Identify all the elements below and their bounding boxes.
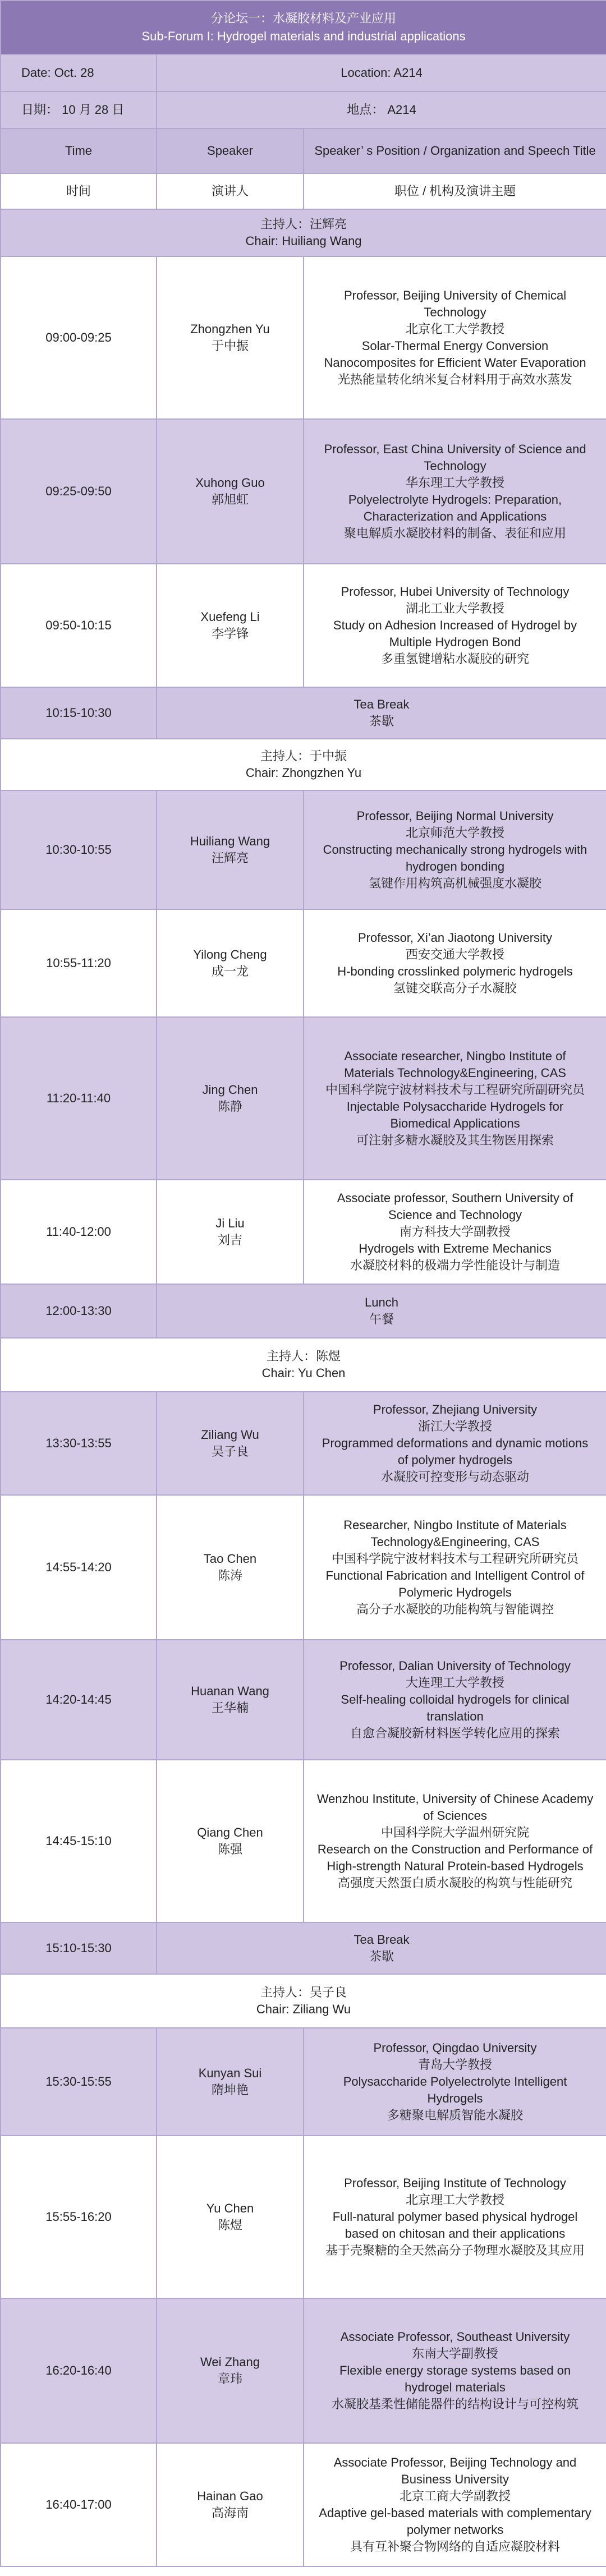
talk-description	[304, 2028, 606, 2136]
talk-description-line: Professor, Beijing Institute of Technology	[344, 2176, 566, 2190]
break-time: 12:00-13:30	[1, 1284, 157, 1338]
talk-description-line: 中国科学院宁波材料技术与工程研究所副研究员	[325, 1083, 585, 1097]
talk-description-line: Solar-Thermal Energy Conversion	[361, 339, 549, 353]
talk-description-line: hydrogel materials	[405, 2380, 506, 2394]
chair-name-zh: 主持人：吴子良	[260, 1985, 347, 1999]
speaker-name-en: Xuhong Guo	[195, 476, 265, 490]
talk-description-line: 大连理工大学教授	[406, 1676, 505, 1690]
talk-description-line: 多糖聚电解质智能水凝胶	[387, 2108, 524, 2122]
talk-description-line: 具有互补聚合物网络的自适应凝胶材料	[350, 2540, 561, 2554]
talk-description-line: Functional Fabrication and Intelligent Control of	[325, 1568, 585, 1583]
talk-description-line: based on chitosan and their applications	[345, 2227, 566, 2241]
talk-speaker	[157, 2136, 304, 2298]
talk-description-line: Polyelectrolyte Hydrogels: Preparation,	[348, 493, 562, 507]
talk-description-line: 水凝胶可控变形与动态驱动	[381, 1470, 530, 1484]
talk-description-line: Professor, Qingdao University	[373, 2041, 537, 2055]
talk-description-line: 东南大学副教授	[412, 2347, 499, 2361]
col-speaker-en: Speaker	[157, 128, 304, 173]
talk-description-line: 北京理工大学教授	[406, 2193, 505, 2207]
talk-speaker	[157, 909, 304, 1017]
talk-description-line: Professor, Beijing Normal University	[356, 809, 554, 823]
talk-description-line: Professor, Dalian University of Technology	[339, 1659, 571, 1673]
talk-description-line: Professor, East China University of Science and	[324, 442, 586, 456]
talk-speaker	[157, 1392, 304, 1495]
break-label-en: Lunch	[365, 1295, 398, 1309]
speaker-name-zh: 章玮	[217, 2372, 242, 2386]
talk-speaker	[157, 1760, 304, 1922]
talk-time: 09:00-09:25	[1, 256, 157, 419]
talk-time: 13:30-13:55	[1, 1392, 157, 1495]
talk-description-line: 可注射多糖水凝胶及其生物医用探索	[356, 1133, 554, 1147]
talk-description-line: Research on the Construction and Performance of	[317, 1842, 593, 1856]
talk-time: 16:20-16:40	[1, 2298, 157, 2443]
break-time: 10:15-10:30	[1, 687, 157, 739]
talk-description-line: Technology&Engineering, CAS	[370, 1535, 540, 1549]
talk-description	[304, 564, 606, 687]
talk-row	[1, 2298, 606, 2443]
chair-name-en: Chair: Zhongzhen Yu	[245, 766, 362, 780]
talk-row	[1, 2028, 606, 2136]
break-label-zh: 茶歇	[369, 714, 394, 728]
talk-description-line: 氢键作用构筑高机械强度水凝胶	[369, 876, 542, 890]
talk-description-line: H-bonding crosslinked polymeric hydrogels	[337, 964, 573, 978]
talk-time: 14:55-14:20	[1, 1495, 157, 1640]
talk-description-line: Self-healing colloidal hydrogels for clinical	[341, 1692, 570, 1706]
talk-description-line: Associate Professor, Beijing Technology and	[333, 2455, 577, 2469]
chair-row	[1, 209, 606, 256]
talk-time: 09:25-09:50	[1, 419, 157, 564]
chair-name-en: Chair: Ziliang Wu	[256, 2002, 351, 2016]
talk-row	[1, 1017, 606, 1180]
speaker-name-zh: 吴子良	[211, 1445, 249, 1459]
speaker-name-en: Hainan Gao	[197, 2489, 263, 2503]
talk-row	[1, 1760, 606, 1922]
talk-description-line: translation	[426, 1709, 484, 1723]
talk-description-line: Polysaccharide Polyelectrolyte Intelligent	[343, 2074, 567, 2089]
talk-description-line: Hydrogels	[427, 2091, 483, 2105]
break-row	[1, 1284, 606, 1338]
talk-time: 11:40-12:00	[1, 1180, 157, 1284]
talk-description-line: 西安交通大学教授	[406, 947, 505, 962]
talk-time: 10:30-10:55	[1, 790, 157, 909]
talk-speaker	[157, 419, 304, 564]
speaker-name-en: Zhongzhen Yu	[190, 322, 270, 336]
speaker-name-zh: 于中振	[211, 339, 249, 353]
talk-speaker	[157, 1180, 304, 1284]
talk-description	[304, 790, 606, 909]
talk-time: 16:40-17:00	[1, 2443, 157, 2566]
talk-description	[304, 1640, 606, 1760]
break-label-en: Tea Break	[354, 1933, 410, 1947]
talk-description	[304, 2298, 606, 2443]
speaker-name-zh: 郭旭虹	[211, 493, 249, 507]
speaker-name-en: Kunyan Sui	[198, 2066, 262, 2080]
talk-speaker	[157, 564, 304, 687]
talk-description-line: Science and Technology	[388, 1208, 522, 1222]
talk-speaker	[157, 2028, 304, 2136]
date-zh: 日期： 10 月 28 日	[1, 91, 157, 128]
talk-speaker	[157, 1640, 304, 1760]
talk-row	[1, 1495, 606, 1640]
talk-time: 14:45-15:10	[1, 1760, 157, 1922]
break-label-zh: 午餐	[369, 1312, 394, 1326]
talk-description-line: Technology	[424, 459, 486, 473]
speaker-name-en: Qiang Chen	[197, 1825, 263, 1839]
talk-description-line: 高强度天然蛋白质水凝胶的构筑与性能研究	[338, 1876, 573, 1890]
talk-time: 11:20-11:40	[1, 1017, 157, 1180]
talk-description-line: Wenzhou Institute, University of Chinese Academy	[316, 1792, 594, 1806]
talk-description-line: 高分子水凝胶的功能构筑与智能调控	[356, 1602, 554, 1616]
chair-cell	[1, 739, 606, 790]
talk-speaker	[157, 2443, 304, 2566]
speaker-name-zh: 成一龙	[211, 964, 249, 978]
talk-description-line: Professor, Xi’an Jiaotong University	[357, 931, 553, 945]
speaker-name-en: Xuefeng Li	[200, 610, 260, 624]
speaker-name-zh: 刘吉	[217, 1233, 242, 1247]
talk-description-line: polymer networks	[406, 2523, 504, 2537]
talk-speaker	[157, 2298, 304, 2443]
talk-description-line: Full-natural polymer based physical hydrogel	[332, 2210, 578, 2224]
speaker-name-zh: 高海南	[211, 2506, 249, 2520]
speaker-name-en: Ji Liu	[215, 1216, 245, 1230]
chair-row	[1, 1338, 606, 1392]
location-zh: 地点： A214	[157, 91, 606, 128]
forum-title-en: Sub-Forum I: Hydrogel materials and industrial applications	[141, 29, 466, 43]
talk-description-line: hydrogen bonding	[405, 859, 505, 873]
talk-description-line: Professor, Zhejiang University	[373, 1402, 538, 1416]
col-time-zh: 时间	[1, 173, 157, 209]
schedule-body	[1, 1, 606, 2566]
talk-description	[304, 909, 606, 1017]
talk-description-line: Adaptive gel-based materials with complementary	[319, 2506, 591, 2520]
talk-description-line: 多重氢键增粘水凝胶的研究	[381, 652, 530, 666]
talk-description-line: Professor, Beijing University of Chemical	[343, 288, 567, 302]
speaker-name-en: Huanan Wang	[191, 1684, 269, 1698]
talk-description-line: Materials Technology&Engineering, CAS	[344, 1066, 566, 1080]
talk-description-line: 水凝胶材料的极端力学性能设计与制造	[350, 1258, 561, 1272]
break-row	[1, 687, 606, 739]
forum-header	[1, 1, 606, 54]
talk-description	[304, 1017, 606, 1180]
date-en: Date: Oct. 28	[1, 54, 157, 91]
talk-description-line: 浙江大学教授	[418, 1419, 493, 1433]
chair-name-zh: 主持人：汪辉亮	[260, 217, 347, 231]
col-title-en: Speaker’ s Position / Organization and Speech Title	[304, 128, 606, 173]
talk-description-line: 聚电解质水凝胶材料的制备、表征和应用	[344, 526, 567, 540]
talk-time: 09:50-10:15	[1, 564, 157, 687]
speaker-name-zh: 陈静	[217, 1100, 242, 1114]
talk-description-line: Programmed deformations and dynamic motions	[322, 1436, 589, 1450]
forum-title-zh: 分论坛一：水凝胶材料及产业应用	[211, 11, 397, 25]
speaker-name-en: Yu Chen	[206, 2201, 254, 2215]
info-row-en	[1, 54, 606, 91]
speaker-name-zh: 陈强	[217, 1842, 242, 1856]
break-label	[157, 1284, 606, 1338]
speaker-name-zh: 隋坤艳	[211, 2083, 249, 2097]
speaker-name-zh: 陈煜	[217, 2218, 242, 2232]
chair-name-zh: 主持人：陈煜	[267, 1349, 341, 1363]
talk-description-line: Injectable Polysaccharide Hydrogels for	[346, 1100, 564, 1114]
chair-cell	[1, 1974, 606, 2028]
talk-description-line: Associate Professor, Southeast University	[340, 2330, 570, 2344]
talk-row	[1, 564, 606, 687]
talk-description-line: 北京师范大学教授	[406, 826, 505, 840]
talk-description-line: 北京化工大学教授	[406, 322, 505, 336]
talk-description-line: Associate researcher, Ningbo Institute of	[344, 1049, 566, 1063]
talk-description-line: 水凝胶基柔性储能器件的结构设计与可控构筑	[332, 2397, 579, 2411]
talk-description-line: Researcher, Ningbo Institute of Materials	[343, 1518, 567, 1532]
talk-description-line: 华东理工大学教授	[406, 476, 505, 490]
chair-name-en: Chair: Huiliang Wang	[245, 234, 362, 248]
talk-description-line: 氢键交联高分子水凝胶	[393, 981, 517, 995]
talk-description-line: Flexible energy storage systems based on	[339, 2363, 571, 2377]
talk-description-line: Characterization and Applications	[363, 509, 547, 523]
speaker-name-zh: 李学锋	[211, 627, 249, 641]
talk-description-line: 光热能量转化纳米复合材料用于高效水蒸发	[338, 372, 573, 387]
info-row-zh	[1, 91, 606, 128]
column-header-row-zh	[1, 173, 606, 209]
chair-name-en: Chair: Yu Chen	[261, 1366, 346, 1380]
talk-description-line: Multiple Hydrogen Bond	[389, 635, 521, 649]
chair-row	[1, 1974, 606, 2028]
talk-description-line: 南方科技大学副教授	[400, 1225, 511, 1239]
talk-description	[304, 1392, 606, 1495]
speaker-name-en: Huiliang Wang	[190, 834, 270, 848]
talk-description-line: High-strength Natural Protein-based Hydrogels	[327, 1859, 584, 1873]
column-header-row-en	[1, 128, 606, 173]
talk-row	[1, 1392, 606, 1495]
talk-description-line: Associate professor, Southern University of	[337, 1191, 573, 1205]
talk-row	[1, 419, 606, 564]
talk-description-line: Professor, Hubei University of Technology	[341, 585, 570, 599]
talk-row	[1, 1640, 606, 1760]
talk-row	[1, 256, 606, 419]
talk-description-line: Nanocomposites for Efficient Water Evaporation	[324, 356, 586, 370]
col-time-en: Time	[1, 128, 157, 173]
talk-description-line: 自愈合凝胶新材料医学转化应用的探索	[350, 1726, 561, 1740]
location-en: Location: A214	[157, 54, 606, 91]
speaker-name-en: Jing Chen	[202, 1083, 258, 1097]
break-time: 15:10-15:30	[1, 1922, 157, 1974]
talk-description-line: Polymeric Hydrogels	[398, 1585, 512, 1599]
talk-description	[304, 1760, 606, 1922]
talk-description-line: 中国科学院宁波材料技术与工程研究所研究员	[332, 1552, 579, 1566]
speaker-name-en: Wei Zhang	[200, 2355, 260, 2369]
chair-name-zh: 主持人：于中振	[260, 749, 347, 763]
talk-row	[1, 790, 606, 909]
talk-description-line: Business University	[401, 2472, 509, 2486]
talk-description	[304, 2443, 606, 2566]
talk-description-line: of Sciences	[423, 1809, 487, 1823]
speaker-name-zh: 王华楠	[211, 1701, 249, 1715]
talk-speaker	[157, 256, 304, 419]
talk-description-line: Constructing mechanically strong hydrogels with	[323, 843, 587, 857]
break-label	[157, 687, 606, 739]
break-label	[157, 1922, 606, 1974]
break-label-en: Tea Break	[354, 697, 410, 711]
talk-description-line: 北京工商大学副教授	[400, 2489, 511, 2503]
talk-description-line: 湖北工业大学教授	[406, 601, 505, 615]
talk-description-line: Study on Adhesion Increased of Hydrogel by	[333, 618, 577, 632]
talk-row	[1, 909, 606, 1017]
talk-time: 15:55-16:20	[1, 2136, 157, 2298]
talk-description-line: Technology	[424, 305, 486, 319]
speaker-name-en: Yilong Cheng	[193, 947, 267, 962]
break-row	[1, 1922, 606, 1974]
talk-speaker	[157, 790, 304, 909]
talk-description-line: Biomedical Applications	[390, 1116, 520, 1130]
talk-time: 10:55-11:20	[1, 909, 157, 1017]
talk-row	[1, 2136, 606, 2298]
chair-cell	[1, 1338, 606, 1392]
talk-description	[304, 1495, 606, 1640]
col-speaker-zh: 演讲人	[157, 173, 304, 209]
talk-description	[304, 419, 606, 564]
talk-speaker	[157, 1495, 304, 1640]
speaker-name-zh: 陈涛	[217, 1568, 242, 1583]
talk-row	[1, 1180, 606, 1284]
forum-header-row	[1, 1, 606, 54]
chair-cell	[1, 209, 606, 256]
speaker-name-en: Ziliang Wu	[201, 1428, 259, 1442]
talk-description	[304, 2136, 606, 2298]
talk-time: 14:20-14:45	[1, 1640, 157, 1760]
talk-description-line: Hydrogels with Extreme Mechanics	[359, 1241, 552, 1255]
talk-description	[304, 256, 606, 419]
break-label-zh: 茶歇	[369, 1949, 394, 1963]
talk-description-line: 中国科学院大学温州研究院	[381, 1825, 530, 1839]
talk-description-line: of polymer hydrogels	[397, 1453, 513, 1467]
col-title-zh: 职位 / 机构及演讲主题	[304, 173, 606, 209]
talk-description	[304, 1180, 606, 1284]
speaker-name-zh: 汪辉亮	[211, 851, 249, 865]
chair-row	[1, 739, 606, 790]
talk-row	[1, 2443, 606, 2566]
talk-speaker	[157, 1017, 304, 1180]
talk-time: 15:30-15:55	[1, 2028, 157, 2136]
talk-description-line: 青岛大学教授	[418, 2058, 493, 2072]
speaker-name-en: Tao Chen	[203, 1552, 257, 1566]
talk-description-line: 基于壳聚糖的全天然高分子物理水凝胶及其应用	[325, 2243, 585, 2257]
